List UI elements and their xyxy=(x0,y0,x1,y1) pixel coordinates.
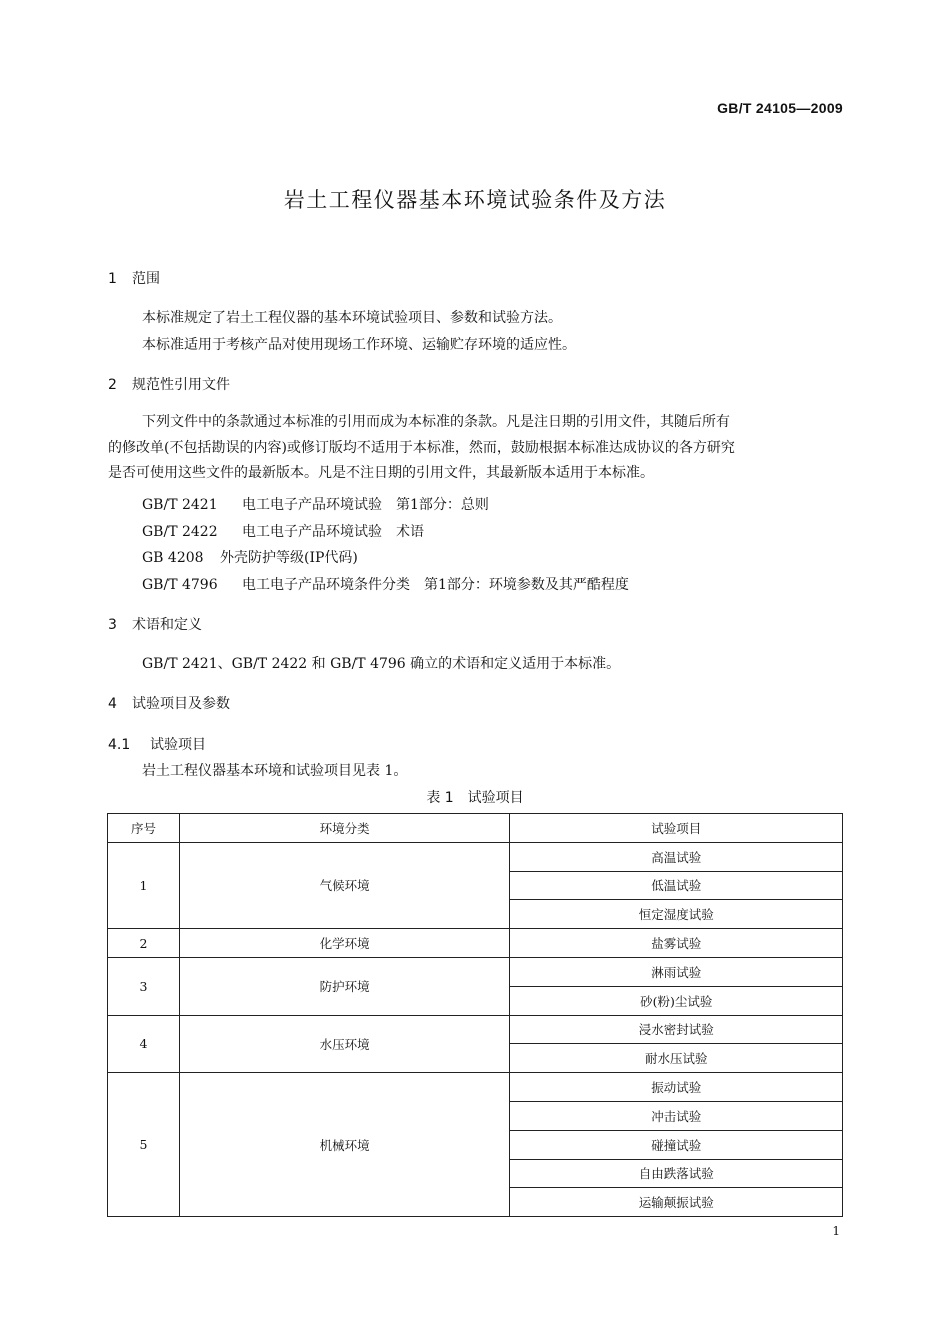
row-test-item: 碰撞试验 xyxy=(510,1130,843,1159)
row-test-item: 高温试验 xyxy=(510,842,843,871)
row-test-item: 耐水压试验 xyxy=(510,1044,843,1073)
table-caption: 表 1 试验项目 xyxy=(426,790,524,806)
row-number: 1 xyxy=(108,842,180,928)
section-title: 范围 xyxy=(132,271,160,287)
section-4-heading xyxy=(108,693,230,713)
row-number: 5 xyxy=(108,1073,180,1217)
reference-item xyxy=(142,521,424,541)
row-test-item: 盐雾试验 xyxy=(510,929,843,958)
reference-item xyxy=(142,574,629,594)
intro-line: 是否可使用这些文件的最新版本。凡是不注日期的引用文件，其最新版本适用于本标准。 xyxy=(108,465,654,481)
intro-line: 下列文件中的条款通过本标准的引用而成为本标准的条款。凡是注日期的引用文件，其随后所有 xyxy=(142,414,730,430)
reference-code: GB 4208 xyxy=(142,550,204,566)
reference-title: 电工电子产品环境试验 第1部分：总则 xyxy=(242,497,489,513)
row-number: 2 xyxy=(108,929,180,958)
standard-number: GB/T 24105—2009 xyxy=(717,100,843,116)
table-row xyxy=(108,957,843,986)
section-1-heading xyxy=(108,268,160,288)
section-number: 2 xyxy=(108,377,117,393)
reference-item xyxy=(142,494,489,514)
header-category: 环境分类 xyxy=(179,814,510,843)
section-4-1-heading xyxy=(108,734,206,754)
row-category: 机械环境 xyxy=(179,1073,510,1217)
document-title: 岩土工程仪器基本环境试验条件及方法 xyxy=(283,188,667,212)
section-number: 1 xyxy=(108,271,117,287)
row-test-item: 自由跌落试验 xyxy=(510,1159,843,1188)
row-category: 水压环境 xyxy=(179,1015,510,1073)
section-title: 规范性引用文件 xyxy=(132,377,230,393)
row-number: 4 xyxy=(108,1015,180,1073)
section-number: 4.1 xyxy=(108,737,131,753)
section-3-heading xyxy=(108,614,202,634)
reference-title: 电工电子产品环境试验 术语 xyxy=(242,524,424,540)
section-title: 试验项目 xyxy=(150,737,206,753)
section-4-1-paragraph: 岩土工程仪器基本环境和试验项目见表 1。 xyxy=(142,763,408,779)
section-1-paragraph-1: 本标准规定了岩土工程仪器的基本环境试验项目、参数和试验方法。 xyxy=(142,310,562,326)
section-title: 术语和定义 xyxy=(132,617,202,633)
section-number: 3 xyxy=(108,617,117,633)
row-test-item: 淋雨试验 xyxy=(510,957,843,986)
reference-item xyxy=(142,547,358,567)
section-2-intro xyxy=(108,410,843,487)
reference-code: GB/T 2421 xyxy=(142,497,218,513)
page-number: 1 xyxy=(832,1224,840,1238)
section-3-paragraph: GB/T 2421、GB/T 2422 和 GB/T 4796 确立的术语和定义适用于本标准。 xyxy=(142,656,621,672)
row-test-item: 冲击试验 xyxy=(510,1101,843,1130)
row-test-item: 振动试验 xyxy=(510,1073,843,1102)
table-header-row xyxy=(108,814,843,843)
section-title: 试验项目及参数 xyxy=(132,696,230,712)
section-2-heading xyxy=(108,374,230,394)
table-row xyxy=(108,1015,843,1044)
row-category: 化学环境 xyxy=(179,929,510,958)
row-category: 气候环境 xyxy=(179,842,510,928)
row-test-item: 恒定湿度试验 xyxy=(510,900,843,929)
header-test-item: 试验项目 xyxy=(510,814,843,843)
intro-line: 的修改单(不包括勘误的内容)或修订版均不适用于本标准，然而，鼓励根据本标准达成协议的各方研究 xyxy=(108,439,735,456)
reference-title: 外壳防护等级(IP代码) xyxy=(220,550,358,566)
table-row xyxy=(108,929,843,958)
header-no: 序号 xyxy=(108,814,180,843)
test-items-table xyxy=(107,813,843,1217)
row-category: 防护环境 xyxy=(179,957,510,1015)
reference-title: 电工电子产品环境条件分类 第1部分：环境参数及其严酷程度 xyxy=(242,577,629,593)
row-test-item: 浸水密封试验 xyxy=(510,1015,843,1044)
row-test-item: 低温试验 xyxy=(510,871,843,900)
reference-code: GB/T 4796 xyxy=(142,577,218,593)
row-test-item: 砂(粉)尘试验 xyxy=(510,986,843,1015)
reference-code: GB/T 2422 xyxy=(142,524,218,540)
row-test-item: 运输颠振试验 xyxy=(510,1188,843,1217)
table-row xyxy=(108,1073,843,1102)
row-number: 3 xyxy=(108,957,180,1015)
section-1-paragraph-2: 本标准适用于考核产品对使用现场工作环境、运输贮存环境的适应性。 xyxy=(142,337,576,353)
table-row xyxy=(108,842,843,871)
section-number: 4 xyxy=(108,696,117,712)
